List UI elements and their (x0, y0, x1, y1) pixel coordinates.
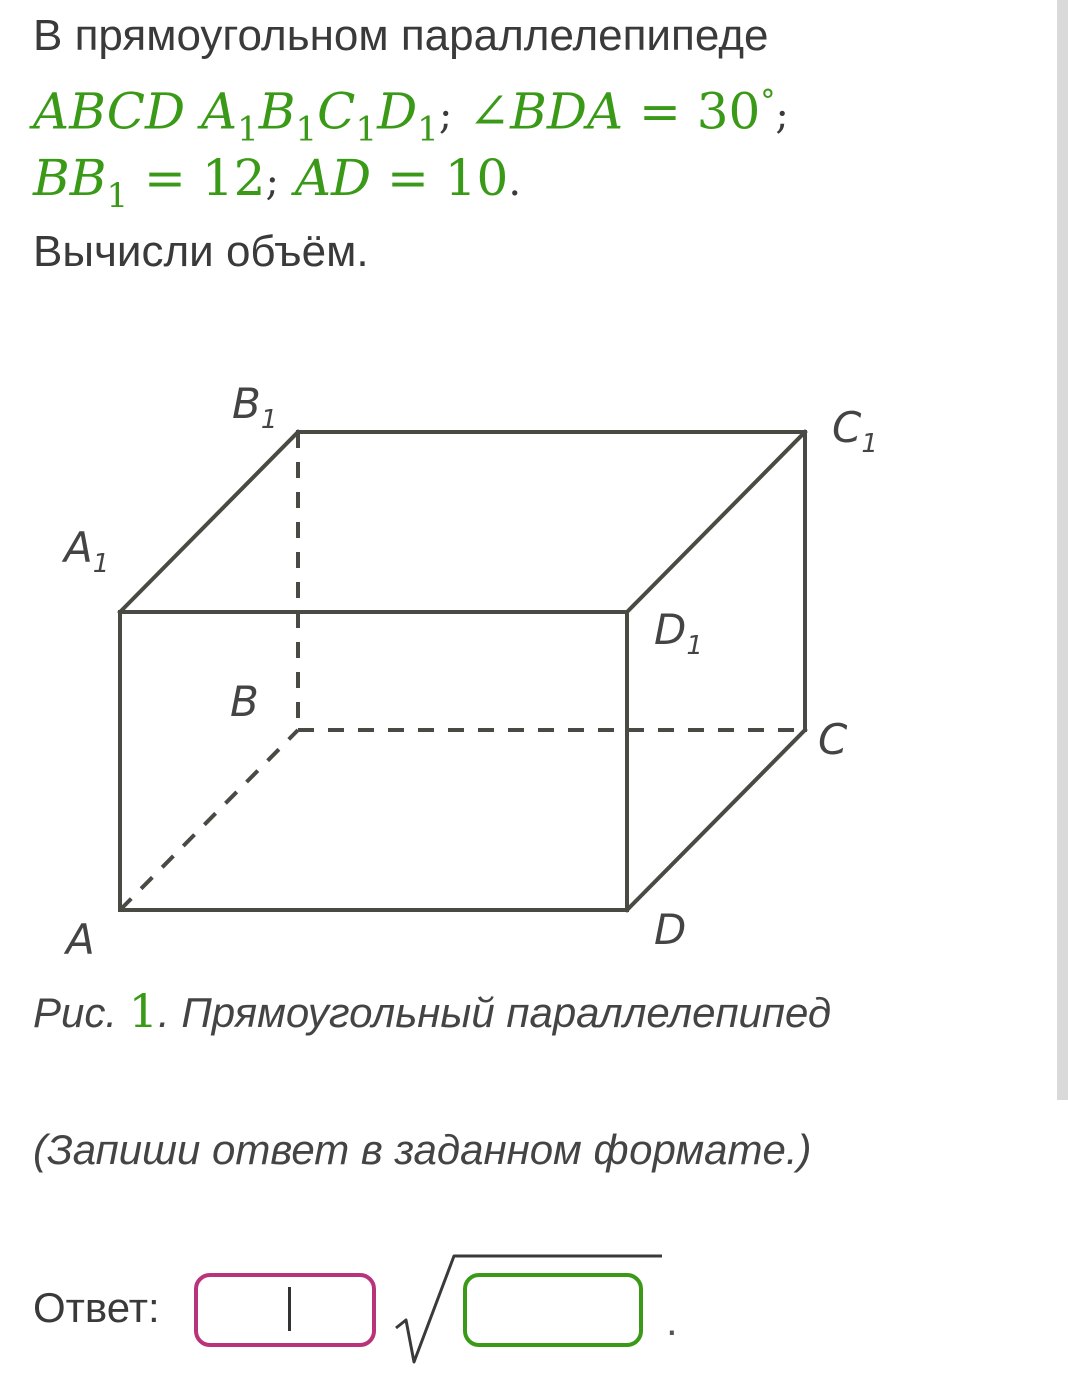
math-prism-line: ABCD $A_1B_1C_1D_1$; ∠BDA = 30°; (33, 82, 789, 150)
format-hint: (Запиши ответ в заданном формате.) (33, 1126, 812, 1173)
answer-radicand-input[interactable] (463, 1273, 643, 1347)
prism-base: ABCD (33, 82, 186, 141)
edge-value: 12 (201, 149, 266, 207)
answer-label: Ответ: (33, 1284, 160, 1331)
label-D1: $D_1$ (654, 605, 703, 661)
label-C1: $C_1$ (832, 403, 878, 459)
label-D: D (654, 905, 687, 954)
angle-name: BDA (510, 82, 624, 141)
figure-number: 1 (128, 984, 158, 1038)
text-cursor (288, 1287, 291, 1331)
edge-D1C1 (627, 432, 805, 612)
label-A: A (66, 915, 95, 964)
label-B1: $B_1$ (232, 379, 278, 435)
angle-value: 30 (696, 82, 761, 141)
label-C: C (818, 715, 848, 764)
parallelepiped-figure (0, 360, 960, 980)
edge-name: BB (33, 149, 107, 207)
problem-task: Вычисли объём. (33, 227, 369, 276)
edge-DC (627, 730, 805, 910)
answer-period: . (666, 1297, 678, 1344)
scrollbar[interactable] (1057, 0, 1068, 1100)
figure-caption: Рис. 1. Прямоугольный параллелепипед (33, 984, 832, 1038)
edge-A1B1 (120, 432, 298, 612)
label-B: B (230, 677, 259, 726)
angle-sign: ∠ (468, 82, 511, 141)
answer-coefficient-input[interactable] (194, 1273, 376, 1347)
math-values-line: $BB_1 = 12$; AD = 10. (33, 149, 522, 216)
label-A1: $A_1$ (64, 523, 110, 579)
side-value: 10 (444, 149, 509, 207)
edge-AB-hidden (120, 730, 298, 910)
parallelepiped-diagram (0, 360, 960, 980)
problem-intro: В прямоугольном параллелепипеде (33, 11, 769, 60)
side-name: AD (294, 149, 372, 207)
